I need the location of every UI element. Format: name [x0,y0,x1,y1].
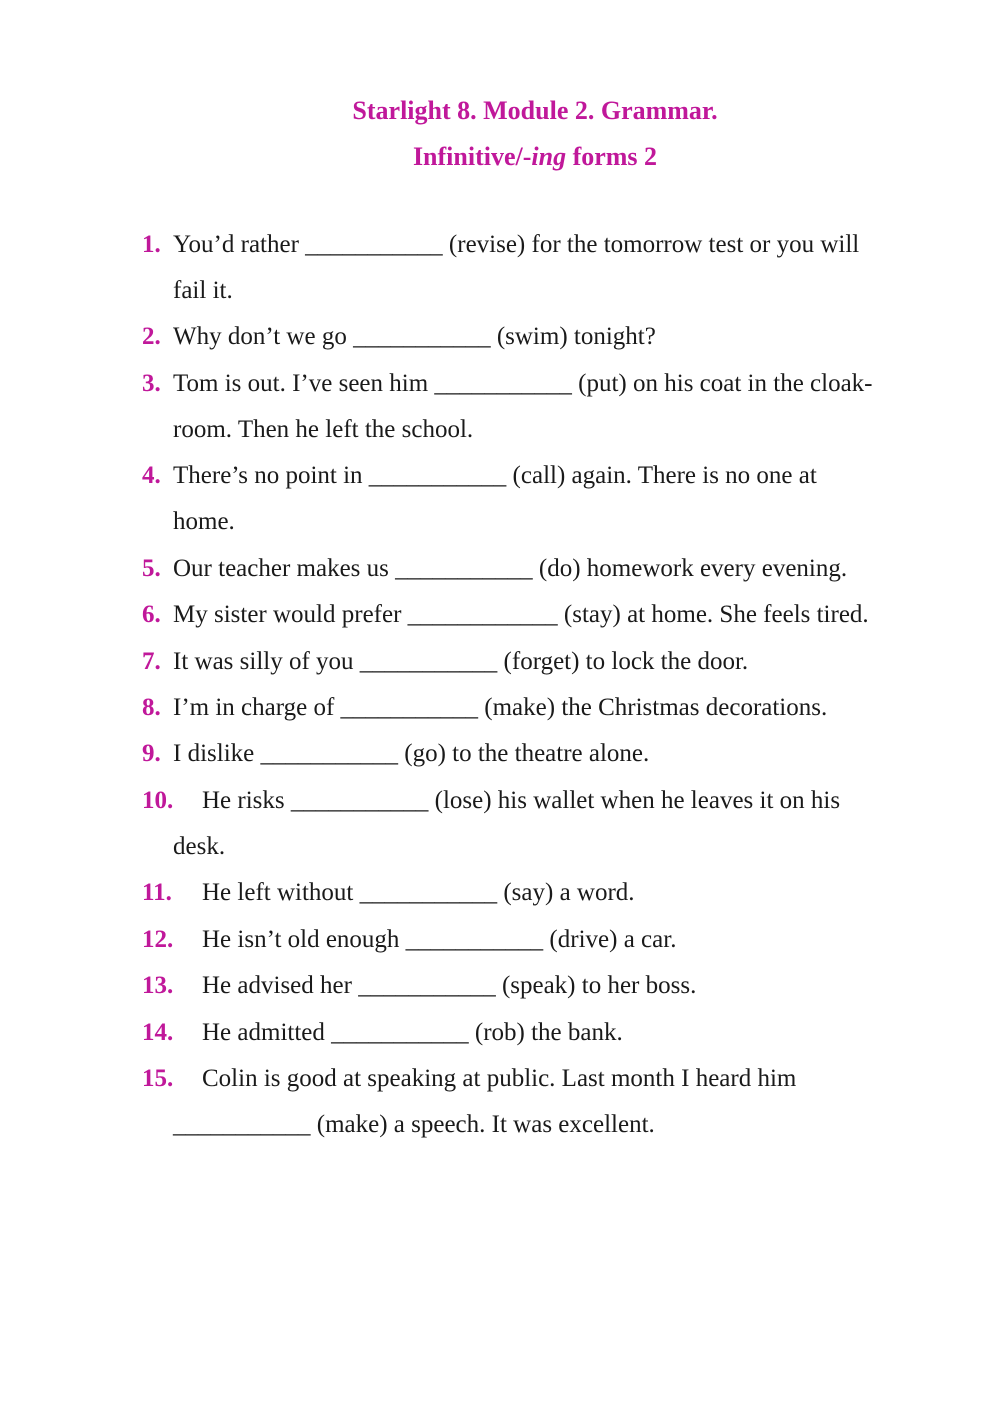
exercise-text: I dislike ___________ (go) to the theatre alone. [173,740,650,767]
exercise-text: desk. [173,833,226,861]
exercise-text: He left without ___________ (say) a word. [202,879,635,906]
worksheet-subtitle [0,142,1000,172]
subtitle-main: Infinitive/- [412,142,532,171]
exercise-text: He isn’t old enough ___________ (drive) a car. [202,926,677,953]
exercise-text: It was silly of you ___________ (forget) to lock the door. [173,648,749,675]
exercise-number: 14. [142,1019,174,1046]
exercise-number: 5. [142,555,161,582]
exercise-number: 3. [142,370,161,397]
exercise-text: Tom is out. I’ve seen him ___________ (put) on his coat in the cloak- [173,370,873,397]
exercise-number: 4. [142,462,161,489]
exercise-text: He admitted ___________ (rob) the bank. [202,1019,623,1046]
exercise-number: 11. [142,879,172,906]
exercise-text: He risks ___________ (lose) his wallet when he leaves it on his [202,787,841,814]
exercise-text: Why don’t we go ___________ (swim) tonight? [173,323,656,350]
worksheet-title: Starlight 8. Module 2. Grammar. [352,96,718,125]
exercise-number: 10. [142,787,174,814]
exercise-number: 15. [142,1065,174,1092]
exercise-number: 8. [142,694,161,721]
exercise-text: He advised her ___________ (speak) to her boss. [202,972,697,999]
exercise-number: 1. [142,231,161,258]
exercise-number: 12. [142,926,174,953]
exercise-text: I’m in charge of ___________ (make) the Christmas decorations. [173,694,828,721]
exercise-text: Our teacher makes us ___________ (do) homework every evening. [173,555,848,582]
exercise-text: My sister would prefer ____________ (stay) at home. She feels tired. [173,601,869,628]
exercise-text: Colin is good at speaking at public. Last month I heard him [202,1065,797,1092]
exercise-number: 6. [142,601,161,628]
exercise-text: fail it. [173,277,233,305]
exercise-text: There’s no point in ___________ (call) again. There is no one at [173,462,817,489]
subtitle-italic: ing [531,142,567,171]
exercise-number: 13. [142,972,174,999]
exercise-text: home. [173,508,235,536]
exercise-text: ___________ (make) a speech. It was excellent. [173,1111,655,1139]
subtitle-rest: forms 2 [566,142,658,171]
exercise-number: 9. [142,740,161,767]
exercise-number: 2. [142,323,161,350]
exercise-text: You’d rather ___________ (revise) for the tomorrow test or you will [173,231,860,258]
exercise-text: room. Then he left the school. [173,416,474,444]
exercise-number: 7. [142,648,161,675]
